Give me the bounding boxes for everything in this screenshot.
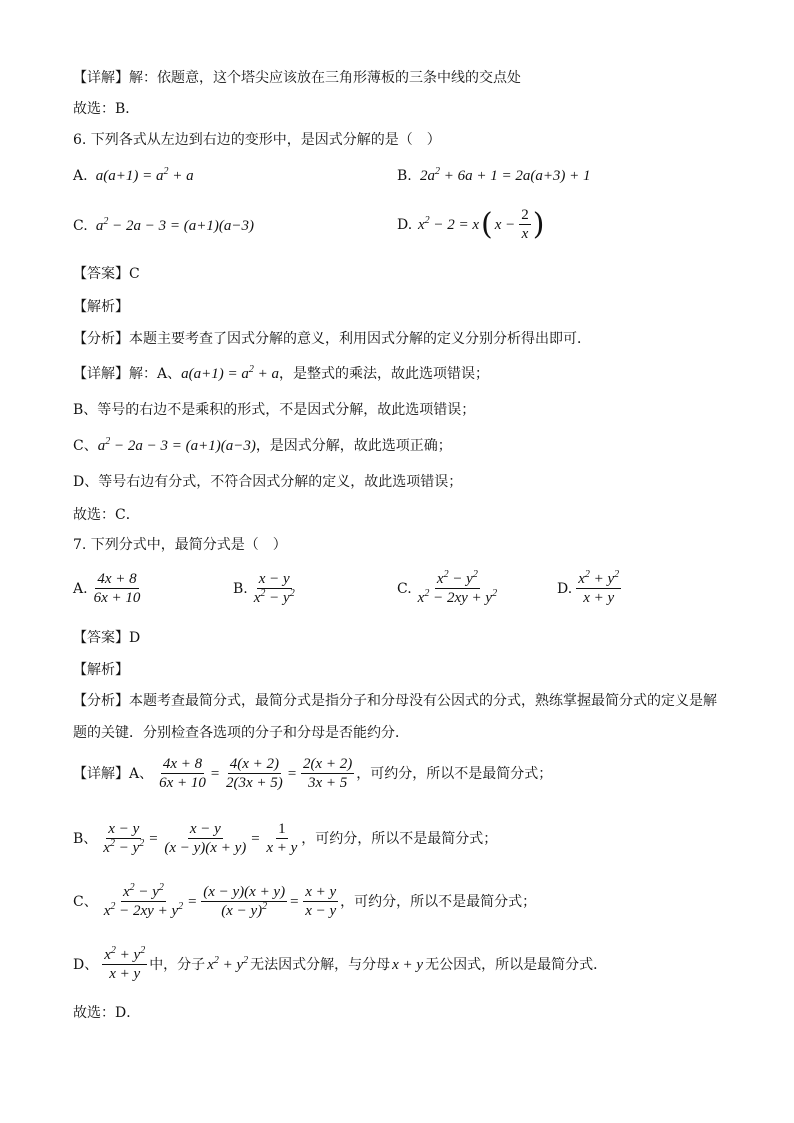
math-expression: $a(a+1) = a^2 + a$ — [92, 166, 194, 184]
q6-detail-c — [73, 436, 452, 456]
math-expression: x + y — [392, 956, 424, 973]
q6-answer: 【答案】C — [73, 266, 140, 282]
q5-choose: 故选：B． — [73, 101, 140, 117]
math-expression: $2a^2 + 6a + 1 = 2a(a+3) + 1$ — [416, 166, 591, 184]
option-label: A. — [73, 168, 88, 184]
option-label: B. — [233, 580, 248, 597]
text: C、 — [73, 893, 98, 910]
q7-analysis-heading: 【解析】 — [73, 662, 129, 678]
option-label: B. — [397, 168, 412, 184]
q7-detail-c — [73, 883, 538, 920]
text: C、 — [73, 438, 98, 454]
text: 【详解】解：A、 — [73, 366, 182, 382]
q5-detail: 【详解】解：依题意，这个塔尖应该放在三角形薄板的三条中线的交点处 — [73, 70, 521, 86]
math-expression: $x^2 + y^2$ — [207, 954, 249, 973]
q6-analysis-heading: 【解析】 — [73, 299, 129, 315]
fraction: $\frac{x - y}{x^2 - y^2}$ — [103, 821, 145, 856]
equals: = — [209, 765, 221, 782]
text: B、 — [73, 830, 98, 847]
text: 【详解】A、 — [73, 765, 154, 782]
fraction: $\frac{4x + 8}{6x + 10}$ — [93, 571, 141, 606]
paren: ) — [532, 206, 545, 242]
q7-choose: 故选：D． — [73, 1005, 141, 1021]
q7-analysis-line-2: 题的关键．分别检查各选项的分子和分母是否能约分． — [73, 725, 409, 741]
text: 中，分子 — [149, 956, 206, 973]
option-label: D. — [397, 216, 413, 233]
q7-answer: 【答案】D — [73, 630, 141, 646]
fraction: $\frac{4x + 8}{6x + 10}$ — [159, 756, 206, 791]
text: 无公因式，所以是最简分式． — [425, 956, 608, 973]
q7-option-c — [397, 570, 501, 607]
text: ，可约分，所以不是最简分式； — [356, 765, 553, 782]
math-expression: $a(a+1) = a^2 + a$ — [181, 364, 279, 382]
q6-detail-b: B、等号的右边不是乘积的形式，不是因式分解，故此选项错误； — [73, 402, 476, 418]
q6-option-d — [397, 206, 546, 243]
q7-option-a — [73, 570, 144, 607]
math-expression: $a^2 - 2a - 3 = (a+1)(a-3)$ — [97, 436, 256, 454]
q6-analysis: 【分析】本题主要考查了因式分解的意义，利用因式分解的定义分别分析得出即可． — [73, 331, 591, 347]
fraction: $\frac{(x - y)(x + y)}{(x - y)^2}$ — [203, 884, 286, 919]
fraction: $\frac{x^2 + y^2}{x + y}$ — [104, 945, 146, 982]
q7-detail-b — [73, 820, 499, 857]
q7-stem: 7. 下列分式中，最简分式是（ ） — [73, 537, 287, 553]
option-label: C. — [397, 580, 412, 597]
q7-detail-a — [73, 755, 554, 792]
q7-detail-d — [73, 946, 609, 983]
fraction: $\frac{x - y}{(x - y)(x + y)}$ — [164, 821, 247, 856]
fraction: $\frac{x^2 - y^2}{x^2 - 2xy + y^2}$ — [103, 882, 184, 919]
math-expression: $a^2 - 2a - 3 = (a+1)(a-3)$ — [92, 216, 254, 234]
text: ，是因式分解，故此选项正确； — [255, 438, 452, 454]
text: 无法因式分解，与分母 — [250, 956, 391, 973]
equals: = — [289, 893, 300, 910]
q6-stem: 6. 下列各式从左边到右边的变形中，是因式分解的是（ ） — [73, 132, 441, 148]
math-expression: $x^2 - 2 = x$ — [414, 214, 480, 233]
option-label: C. — [73, 218, 88, 234]
equals: = — [187, 893, 198, 910]
paren: ( — [481, 206, 493, 242]
text: D、 — [73, 956, 99, 973]
q7-option-b — [233, 570, 299, 607]
fraction: $\frac{x^2 - y^2}{x^2 - 2xy + y^2}$ — [417, 569, 498, 606]
q6-option-b — [397, 166, 591, 186]
fraction: $\frac{1}{x + y}$ — [266, 821, 298, 856]
fraction: $\frac{4(x + 2)}{2(3x + 5)}$ — [226, 756, 283, 791]
q6-option-c — [73, 216, 254, 236]
q6-detail-d: D、等号右边有分式，不符合因式分解的定义，故此选项错误； — [73, 474, 463, 490]
equals: = — [250, 830, 261, 847]
equals: = — [148, 830, 159, 847]
text: ，是整式的乘法，故此选项错误； — [278, 366, 489, 382]
math-expression: x − — [494, 216, 516, 233]
option-label: A. — [73, 580, 88, 597]
q6-detail-a — [73, 364, 489, 384]
equals: = — [286, 765, 297, 782]
q6-option-a — [73, 166, 194, 186]
q6-choose: 故选：C． — [73, 507, 140, 523]
fraction: $\frac{x^2 + y^2}{x + y}$ — [578, 569, 620, 606]
q7-analysis-line-1: 【分析】本题考查最简分式，最简分式是指分子和分母没有公因式的分式，熟练掌握最简分式的定义是解 — [73, 693, 717, 709]
fraction: $\frac{x + y}{x - y}$ — [305, 884, 337, 919]
fraction: $\frac{x - y}{x^2 - y^2}$ — [253, 571, 295, 606]
text: ，可约分，所以不是最简分式； — [340, 893, 537, 910]
text: ，可约分，所以不是最简分式； — [301, 830, 498, 847]
fraction: $\frac{2}{x}$ — [521, 207, 529, 242]
fraction: $\frac{2(x + 2)}{3x + 5}$ — [302, 756, 353, 791]
q7-option-d — [557, 570, 623, 607]
option-label: D. — [557, 580, 573, 597]
